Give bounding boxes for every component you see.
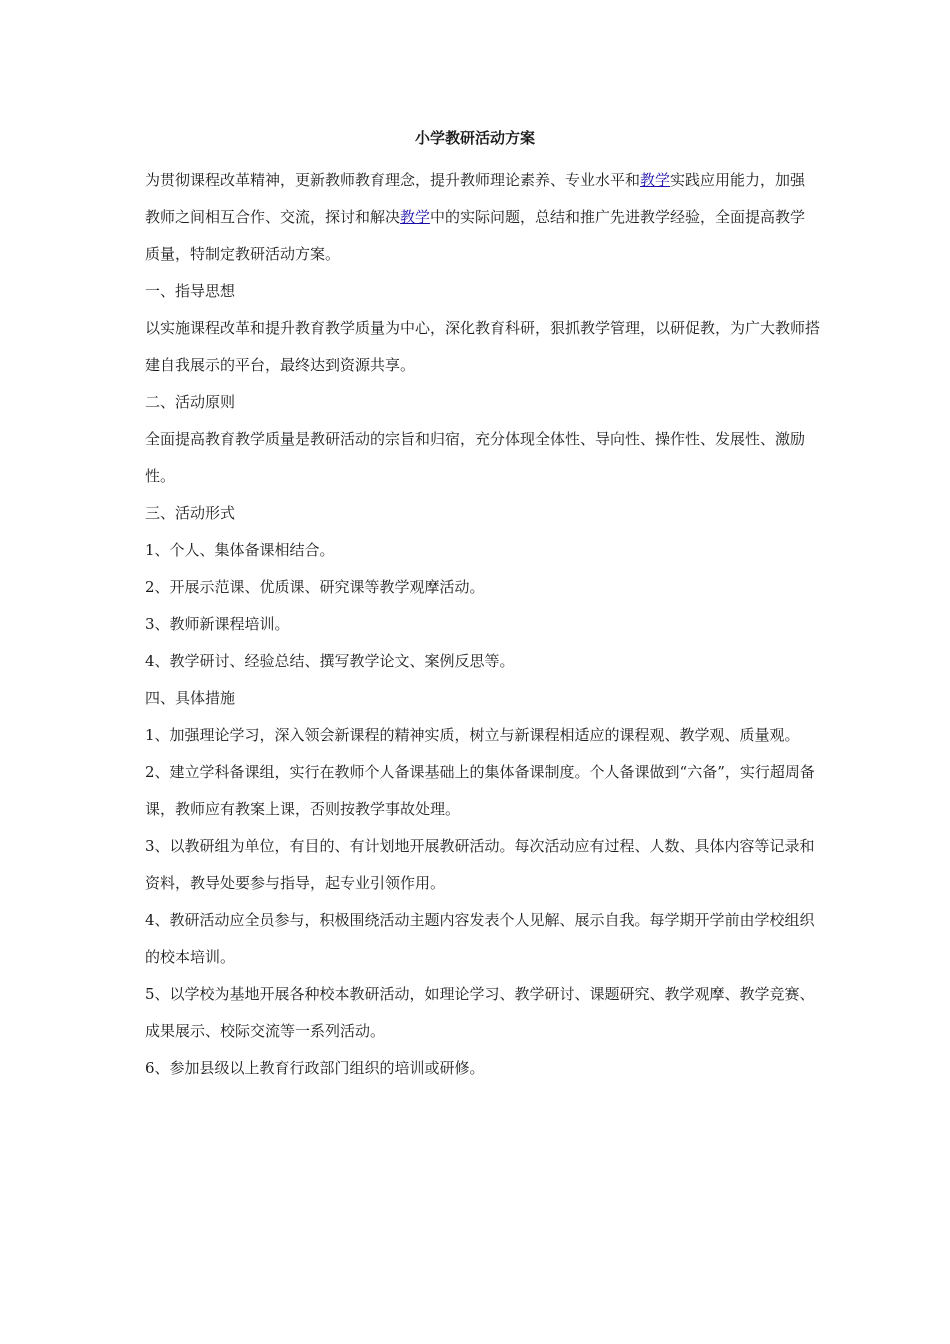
list-item-measure-3: 3、以教研组为单位，有目的、有计划地开展教研活动。每次活动应有过程、人数、具体内容等记录和资料，教导处要参与指导，起专业引领作用。 [145,837,815,892]
list-item-form-3: 3、教师新课程培训。 [145,615,290,633]
intro-paragraph [145,162,820,273]
teaching-link-1[interactable]: 教学 [640,171,671,189]
document-title: 小学教研活动方案 [414,129,535,147]
list-item-measure-4: 4、教研活动应全员参与，积极围绕活动主题内容发表个人见解、展示自我。每学期开学前由学校组织的校本培训。 [145,911,815,966]
paragraph-guiding-ideology: 以实施课程改革和提升教育教学质量为中心，深化教育科研，狠抓教学管理，以研促教，为广大教师搭建自我展示的平台，最终达到资源共享。 [145,319,821,374]
section-heading-activity-forms: 三、活动形式 [145,504,236,522]
section-heading-guiding-ideology: 一、指导思想 [145,282,236,300]
section-heading-measures: 四、具体措施 [145,689,236,707]
intro-text-2: 实践应用能力，加强教师之间相互合作、交流，探讨和解决 [145,171,806,226]
list-item-measure-6: 6、参加县级以上教育行政部门组织的培训或研修。 [145,1059,485,1077]
list-item-form-4: 4、教学研讨、经验总结、撰写教学论文、案例反思等。 [145,652,515,670]
intro-text-3: 中的实际问题，总结和推广先进教学经验，全面提高教学质量，特制定教研活动方案。 [145,208,806,263]
teaching-link-2[interactable]: 教学 [400,208,431,226]
list-item-measure-1: 1、加强理论学习，深入领会新课程的精神实质，树立与新课程相适应的课程观、教学观、质量观。 [145,726,800,744]
intro-text-1: 为贯彻课程改革精神，更新教师教育理念，提升教师理论素养、专业水平和 [145,171,641,189]
document-body [145,162,820,1087]
section-heading-principles: 二、活动原则 [145,393,236,411]
list-item-measure-5: 5、以学校为基地开展各种校本教研活动，如理论学习、教学研讨、课题研究、教学观摩、教学竞赛、成果展示、校际交流等一系列活动。 [145,985,815,1040]
paragraph-principles: 全面提高教育教学质量是教研活动的宗旨和归宿，充分体现全体性、导向性、操作性、发展性、激励性。 [145,430,806,485]
list-item-measure-2: 2、建立学科备课组，实行在教师个人备课基础上的集体备课制度。个人备课做到“六备”，实行超周备课，教师应有教案上课，否则按教学事故处理。 [145,763,815,818]
list-item-form-2: 2、开展示范课、优质课、研究课等教学观摩活动。 [145,578,485,596]
list-item-form-1: 1、个人、集体备课相结合。 [145,541,335,559]
